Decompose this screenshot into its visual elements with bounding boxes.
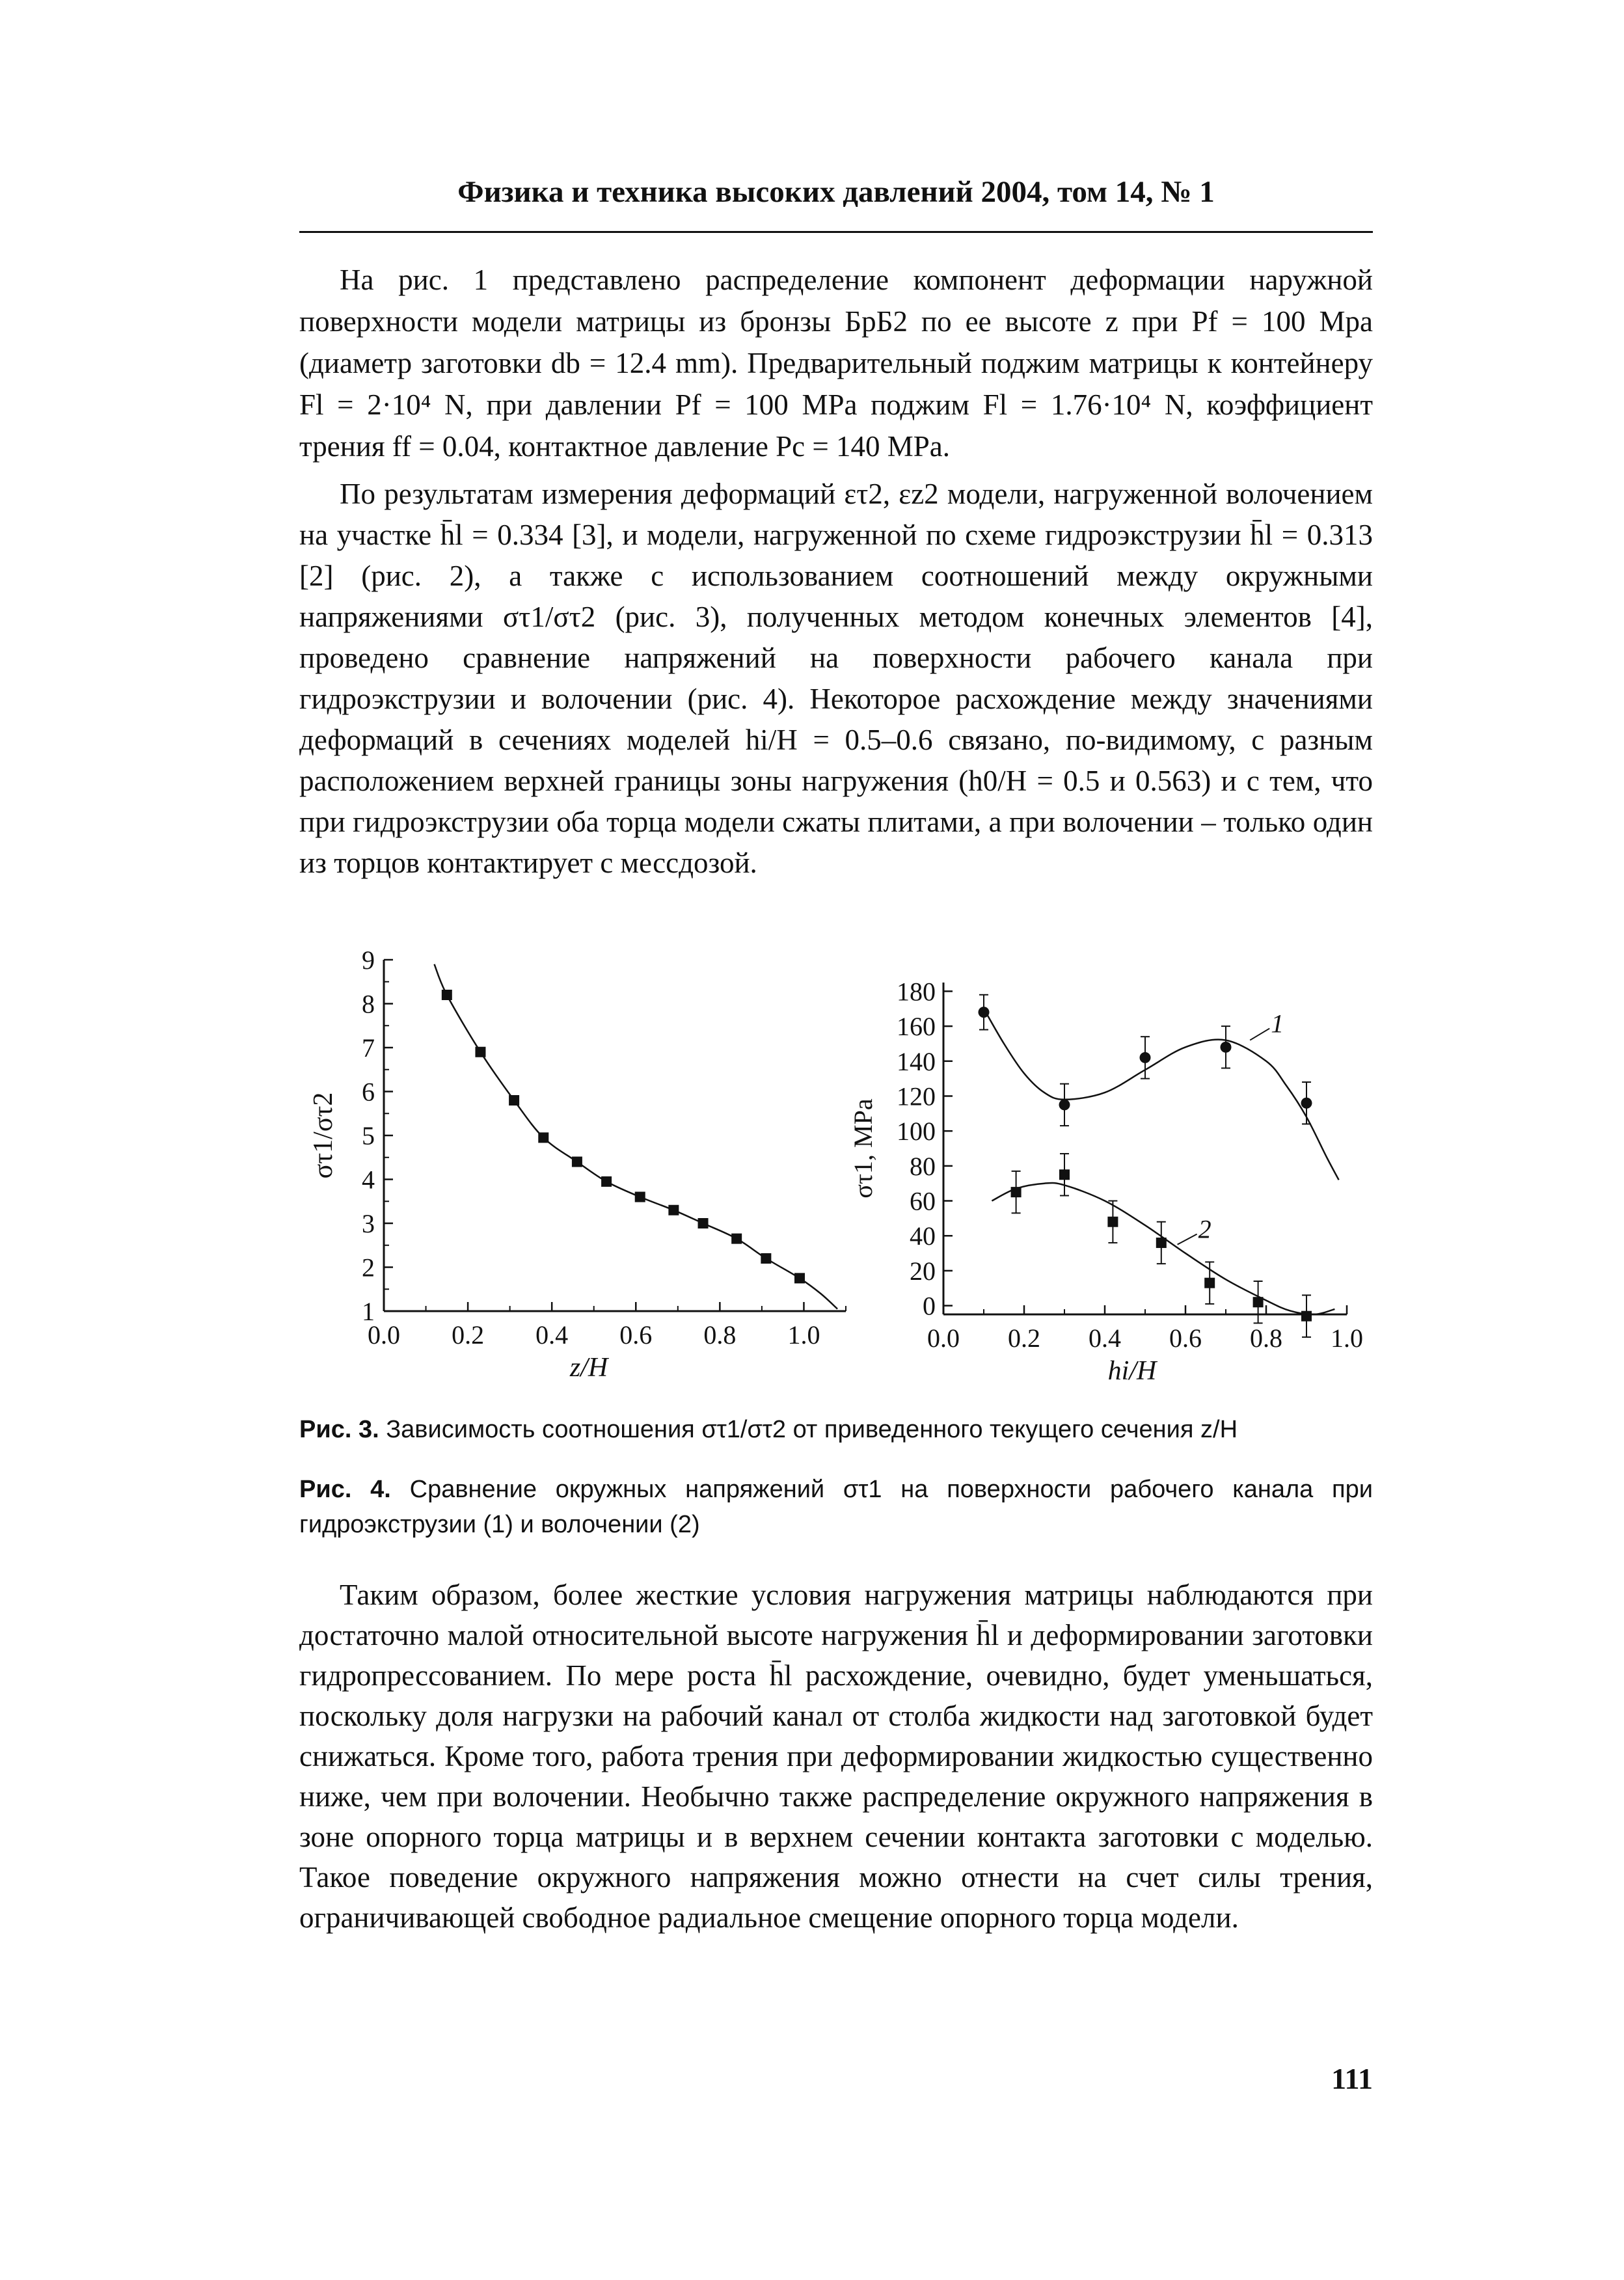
y-axis-label: στ1, MPa — [848, 1098, 878, 1199]
y-tick-label: 6 — [362, 1077, 375, 1107]
x-tick-label: 0.8 — [1250, 1323, 1282, 1353]
y-tick-label: 0 — [923, 1291, 936, 1321]
y-tick-label: 5 — [362, 1121, 375, 1150]
y-tick-label: 140 — [897, 1046, 936, 1076]
fit-curve — [435, 964, 838, 1309]
y-tick-label: 4 — [362, 1165, 375, 1195]
x-tick-label: 0.6 — [1169, 1323, 1202, 1353]
figure-3-caption-text: Зависимость соотношения στ1/στ2 от приведенного текущего сечения z/H — [386, 1416, 1238, 1443]
figure-3-caption — [299, 1412, 1373, 1447]
y-tick-label: 8 — [362, 989, 375, 1019]
x-axis-label: hi/H — [1107, 1356, 1157, 1386]
data-point — [538, 1132, 548, 1143]
x-tick-label: 0.0 — [368, 1320, 400, 1350]
data-point-series-2 — [1107, 1217, 1118, 1227]
data-point — [572, 1157, 582, 1167]
x-tick-label: 0.2 — [452, 1320, 485, 1350]
data-point — [442, 990, 452, 1000]
x-tick-label: 0.4 — [1089, 1323, 1121, 1353]
data-point — [475, 1047, 485, 1057]
y-tick-label: 160 — [897, 1012, 936, 1042]
y-axis-label: στ1/στ2 — [308, 1092, 338, 1179]
x-tick-label: 0.6 — [619, 1320, 653, 1350]
data-point-series-1 — [1221, 1042, 1232, 1053]
y-tick-label: 20 — [910, 1256, 936, 1286]
y-tick-label: 7 — [362, 1033, 375, 1063]
data-point — [509, 1095, 519, 1106]
data-point-series-2 — [1204, 1278, 1215, 1288]
data-point-series-1 — [1301, 1098, 1312, 1109]
y-tick-label: 60 — [910, 1186, 936, 1216]
x-tick-label: 1.0 — [1331, 1323, 1363, 1353]
data-point-series-1 — [979, 1007, 990, 1018]
x-tick-label: 1.0 — [787, 1320, 820, 1350]
data-point — [761, 1253, 771, 1264]
data-point — [794, 1273, 805, 1283]
data-point-series-2 — [1156, 1238, 1167, 1248]
data-point — [635, 1192, 645, 1202]
data-point — [668, 1205, 679, 1215]
data-point-series-2 — [1253, 1297, 1264, 1307]
figure-4 — [839, 970, 1386, 1392]
y-tick-label: 3 — [362, 1209, 375, 1238]
series-label-leader-1 — [1250, 1029, 1269, 1040]
y-tick-label: 180 — [897, 977, 936, 1007]
data-point-series-2 — [1011, 1187, 1022, 1197]
paragraph-2: По результатам измерения деформаций ετ2, εz2 модели, нагруженной волочением на участке h̄l = 0.334 [3], и модели, нагруженной по схеме гидроэкструзии h̄l = 0.313 [2] (рис. 2), а также с использованием соотношений между окружными напряжениями στ1/στ2 (рис. 3), полученных методом конечных элементов [4], проведено сравнение напряжений на поверхности рабочего канала при гидроэкструзии и волочении (рис. 4). Некоторое расхождение между значениями деформаций в сечениях моделей hi/H = 0.5–0.6 связано, по-видимому, с разным расположением верхней границы зоны нагружения (h0/H = 0.5 и 0.563) и с тем, что при гидроэкструзии оба торца модели сжаты плитами, а при волочении – только один из торцов контактирует с мессдозой. — [299, 478, 1373, 879]
y-tick-label: 100 — [897, 1117, 936, 1147]
data-point-series-1 — [1059, 1099, 1070, 1110]
figure-4-caption-text: Сравнение окружных напряжений στ1 на поверхности рабочего канала при гидроэкструзии (1) и волочении (2) — [299, 1476, 1373, 1538]
data-point-series-2 — [1301, 1311, 1312, 1322]
fit-curve-1 — [984, 1009, 1339, 1180]
y-tick-label: 80 — [910, 1151, 936, 1181]
x-tick-label: 0.8 — [703, 1320, 737, 1350]
paragraph-1: На рис. 1 представлено распределение компонент деформации наружной поверхности модели матрицы из бронзы БрБ2 по ее высоте z при Pf = 100 Mpa (диаметр заготовки db = 12.4 mm). Предварительный поджим матрицы к контейнеру Fl = 2·10⁴ N, при давлении Pf = 100 MPa поджим Fl = 1.76·10⁴ N, коэффициент трения ff = 0.04, контактное давление Pc = 140 MPa. — [299, 264, 1373, 463]
data-point-series-2 — [1059, 1169, 1070, 1180]
x-tick-label: 0.2 — [1008, 1323, 1040, 1353]
y-tick-label: 2 — [362, 1253, 375, 1282]
x-tick-label: 0.0 — [927, 1323, 960, 1353]
x-axis-label: z/H — [569, 1353, 608, 1383]
y-tick-label: 9 — [362, 945, 375, 975]
figure-3-chart — [299, 937, 859, 1392]
data-point — [731, 1234, 742, 1244]
y-tick-label: 40 — [910, 1221, 936, 1251]
figure-4-chart — [839, 970, 1386, 1392]
data-point — [601, 1176, 612, 1187]
running-header: Физика и техника высоких давлений 2004, том 14, № 1 — [457, 175, 1215, 209]
y-tick-label: 1 — [362, 1297, 375, 1326]
data-point-series-1 — [1140, 1052, 1151, 1063]
paragraph-3: Таким образом, более жесткие условия нагружения матрицы наблюдаются при достаточно малой относительной высоте нагружения h̄l и деформировании заготовки гидропрессованием. По мере роста h̄l расхождение, очевидно, будет уменьшаться, поскольку доля нагрузки на рабочий канал от столба жидкости над заготовкой будет снижаться. Кроме того, работа трения при деформировании жидкостью существенно ниже, чем при волочении. Необычно также распределение окружного напряжения в зоне опорного торца матрицы и в верхнем сечении контакта заготовки с моделью. Такое поведение окружного напряжения можно отнести на счет силы трения, ограничивающей свободное радиальное смещение опорного торца модели. — [299, 1579, 1373, 1934]
data-point — [698, 1218, 709, 1228]
page-number: 111 — [1331, 2062, 1373, 2095]
fit-curve-2 — [992, 1183, 1334, 1314]
figure-4-caption — [299, 1472, 1373, 1542]
series-label-1: 1 — [1271, 1009, 1284, 1038]
figure-3-caption-label: Рис. 3. — [299, 1416, 379, 1443]
header-rule — [299, 231, 1373, 233]
series-label-leader-2 — [1178, 1234, 1197, 1245]
y-tick-label: 120 — [897, 1081, 936, 1111]
figure-4-caption-label: Рис. 4. — [299, 1476, 391, 1503]
x-tick-label: 0.4 — [535, 1320, 569, 1350]
series-label-2: 2 — [1198, 1214, 1211, 1244]
figure-3 — [299, 937, 859, 1392]
